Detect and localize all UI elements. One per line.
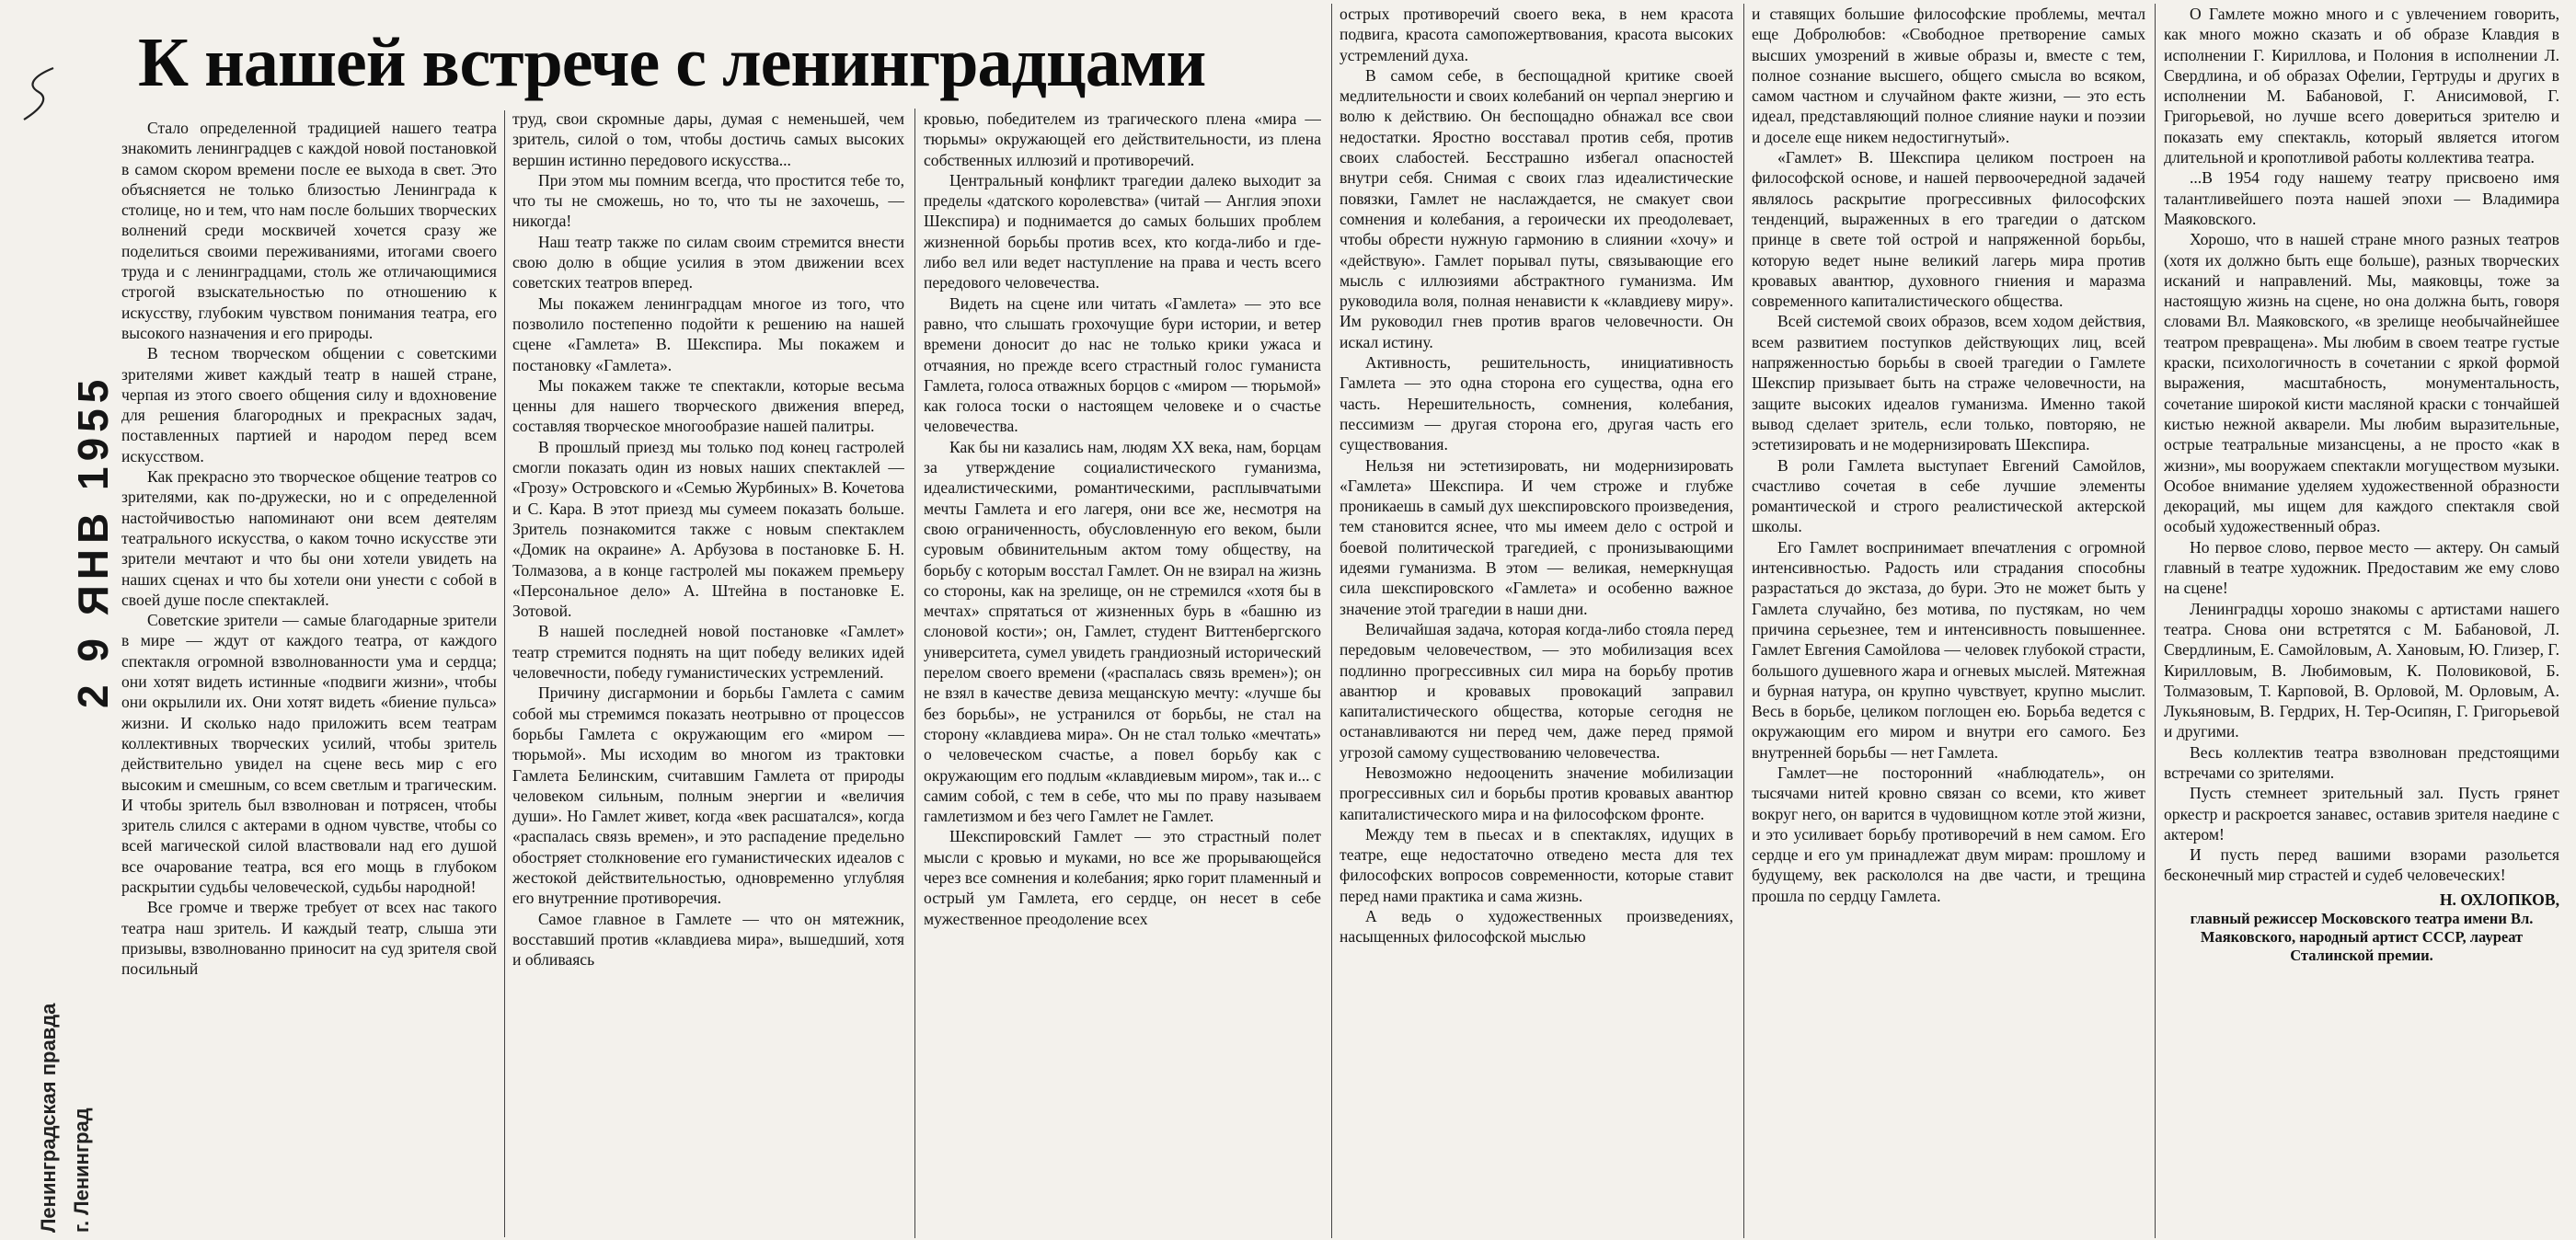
paragraph: В самом себе, в беспощадной критике своей медлительности и своих колебаний он черпал энергию и волю к действию. Он беспощадно обнажал все свои недостатки. Яростно восставал против себя, против своих слабостей. Бесстрашно избегал опасностей внутри себя. Снимая с своих глаз идеалистические повязки, Гамлет не наслаждается, не смакует свои сомнения и колебания, а героически их преодолевает, чтобы обрести нужную гармонию в слиянии «хочу» и «действую». Гамлет порывал путы, связывающие его мысль с иллюзиями абстрактного гуманизма. Им руководила воля, полная ненависти к «клавдиеву миру». Им руководил гнев против врагов человечности. Он искал истину.	[1340, 65, 1733, 351]
archive-stamp-newspaper: Ленинградская правда	[37, 1003, 60, 1233]
archive-stamp-city: г. Ленинград	[70, 1108, 93, 1233]
paragraph: Видеть на сцене или читать «Гамлета» — это все равно, что слышать грохочущие бури истории, и ветер времени доносит до нас не только крики ужаса и отчаяния, но прежде всего страстный голос гуманиста Гамлета, голоса отважных борцов с «миром — тюрьмой» как голоса тоски о настоящем человеке и о счастье человечества.	[924, 293, 1321, 436]
paragraph: Наш театр также по силам своим стремится внести свою долю в общие усилия в этом движении всех советских театров вперед.	[512, 232, 904, 293]
paragraph: Советские зрители — самые благодарные зрители в мире — ждут от каждого театра, от каждого спектакля огромной взволнованности ума и сердца; они хотят видеть истинные «подвиги жизни», чтобы они окрылили их. Они хотят видеть «биение пульса» жизни. И сколько надо приложить всем театрам коллективных творческих усилий, чтобы зритель действительно увидел на сцене весь мир с его высоким и смешным, со всем светлым и трагическим. И чтобы зритель был взволнован и потрясен, чтобы зритель слился с актерами в одном чувстве, чтобы со всей магической силой властвовали над его душой все очарование театра, вся его мощь в глубоком раскрытии судьбы человеческой, судьбы народной!	[121, 611, 497, 896]
column-divider	[2155, 4, 2156, 1238]
paragraph: Стало определенной традицией нашего театра знакомить ленинградцев с каждой новой постановкой в самом скором времени после ее выхода в свет. Это объясняется не только близостью Ленинграда к столице, но и тем, что нам после больших творческих волнений среди москвичей хочется сразу же поделиться своими переживаниями, итогами своего труда и с ленинградцами, столь же отличающимися строгой взыскательностью по отношению к искусству, глубоким чувством понимания театра, его высокого назначения и его природы.	[121, 119, 497, 342]
paragraph: В роли Гамлета выступает Евгений Самойлов, счастливо сочетая в себе лучшие элементы романтической и строго реалистической актерской школы.	[1752, 455, 2145, 536]
paragraph: Величайшая задача, которая когда-либо стояла перед передовым человечеством, — это мобилизация всех подлинно прогрессивных сил мира на борьбу против авантюр и кровавых провокаций заправил капиталистического общества, которые сегодня не останавливаются ни перед чем, даже перед прямой угрозой самому существованию человечества.	[1340, 619, 1733, 762]
paragraph: Как бы ни казались нам, людям XX века, нам, борцам за утверждение социалистического гуманизма, идеалистическими, романтическими, расплывчатыми мечты Гамлета и его лагеря, они все же, несмотря на свою ограниченность, обусловленную его веком, были суровым обвинительным актом тому обществу, на борьбу с которым восстал Гамлет. Он не взирал на жизнь со стороны, как на зрелище, он не стремился «хотя бы в мечтах» спрятаться от жизненных бурь в «башню из слоновой кости»; он, Гамлет, студент Виттенбергского университета, сумел увидеть грандиозный исторический перелом своего времени («распалась связь времен»); он не взял в качестве девиза мещанскую мечту: «лучше бы без борьбы», не устранился от борьбы, не стал на сторону «клавдиева мира». Он не стал только «мечтать» о человеческом счастье, а повел борьбу как с окружающим его подлым «клавдиевым миром», так и... с самим собой, с тем в себе, что мы по праву называем гамлетизмом и без чего Гамлет не Гамлет.	[924, 437, 1321, 826]
article-column-5	[1752, 4, 2145, 1238]
paragraph: и ставящих большие философские проблемы, мечтал еще Добролюбов: «Свободное претворение самых высших умозрений в живые образы и, вместе с тем, полное сознание высшего, общего смысла во всяком, самом частном и случайном факте жизни, — это есть идеал, представляющий полное слияние науки и поэзии и доселе еще никем недостигнутый».	[1752, 5, 2145, 146]
paragraph: Как прекрасно это творческое общение театров со зрителями, как по-дружески, но и с определенной настойчивостью напоминают они всем деятелям театрального искусства, о каком точно искусстве эти зрители мечтают и что бы они хотели увидеть на наших сценах и что бы хотели они унести с собой в своей душе после спектаклей.	[121, 467, 497, 609]
column-divider	[914, 109, 915, 1238]
pen-mark-icon	[17, 64, 63, 129]
paragraph: Хорошо, что в нашей стране много разных театров (хотя их должно быть еще больше), разных творческих исканий и направлений. Мы, маяковцы, тоже за настоящую жизнь на сцене, но она должна быть, говоря словами Вл. Маяковского, «в зрелище необычайнейшее театром превращена». Мы любим в своем театре густые краски, психологичность в сочетании с яркой формой выражения, масштабность, монументальность, сочетание широкой кисти масляной краски с тончайшей кистью нежной акварели. Мы любим выразительные, острые театральные мизансцены, а не просто «как в жизни», мы вооружаем спектакли могуществом музыки. Особое внимание уделяем художественной образности декораций, мы ищем для каждого спектакля свой особый художественный образ.	[2164, 230, 2559, 536]
paragraph: Центральный конфликт трагедии далеко выходит за пределы «датского королевства» (читай — Англия эпохи Шекспира) и поднимается до самых больших проблем жизненной борьбы против всех, кто когда-либо и где-либо вел или ведет наступление на права и честь всего передового человечества.	[924, 170, 1321, 293]
paragraph: При этом мы помним всегда, что простится тебе то, что ты не сможешь, но то, что ты не захочешь, — никогда!	[512, 170, 904, 231]
paragraph: Все громче и тверже требует от всех нас такого театра наш зритель. И каждый театр, слыша эти призывы, взволнованно приносит на суд зрителя свой посильный	[121, 898, 497, 979]
paragraph: Нельзя ни эстетизировать, ни модернизировать «Гамлета» Шекспира. И чем строже и глубже проникаешь в самый дух шекспировского произведения, тем становится яснее, что мы имеем дело с острой и боевой политической трагедией, с пронизывающими идеями гуманизма. В этом — великая, немеркнущая сила шекспировского «Гамлета» и особенно важное значение этой трагедии в наши дни.	[1340, 455, 1733, 618]
paragraph: Между тем в пьесах и в спектаклях, идущих в театре, еще недостаточно отведено места для тех философских вопросов современности, которые ставит перед нами практика и сама жизнь.	[1340, 824, 1733, 905]
paragraph: Мы покажем ленинградцам многое из того, что позволило постепенно подойти к решению на нашей сцене «Гамлета» В. Шекспира. Мы покажем и постановку «Гамлета».	[512, 293, 904, 374]
paragraph: ...В 1954 году нашему театру присвоено имя талантливейшего поэта нашей эпохи — Владимира Маяковского.	[2164, 168, 2559, 228]
paragraph: В прошлый приезд мы только под конец гастролей смогли показать один из новых наших спектаклей — «Грозу» Островского и «Семью Журбиных» В. Кочетова и С. Кара. В этот приезд мы сумеем показать больше. Зритель познакомится также с новым спектаклем «Домик на окраине» А. Арбузова в постановке Б. Н. Толмазова, а в конце гастролей мы покажем премьеру «Персональное дело» А. Штейна в постановке Е. Зотовой.	[512, 437, 904, 621]
paragraph: Шекспировский Гамлет — это страстный полет мысли с кровью и муками, но все же прорывающейся через все сомнения и колебания; ярко горит пламенный и острый ум Гамлета, его сердце, он несет в себе мужественное преодоление всех	[924, 827, 1321, 928]
paragraph: Ленинградцы хорошо знакомы с артистами нашего театра. Снова они встретятся с М. Бабановой, Л. Свердлиным, Е. Самойловым, А. Хановым, Ю. Глизер, Г. Кирилловым, В. Любимовым, К. Половиковой, Б. Толмазовым, Т. Карповой, В. Орловой, М. Орловым, А. Лукьяновым, В. Гердрих, Н. Тер-Осипян, Г. Григорьевой и другими.	[2164, 599, 2559, 741]
article-column-2	[512, 109, 904, 1238]
paragraph: Активность, решительность, инициативность Гамлета — это одна сторона его существа, одна его часть. Нерешительность, сомнения, колебания, пессимизм — другая сторона его, другая часть его существования.	[1340, 353, 1733, 454]
paragraph: Гамлет—не посторонний «наблюдатель», он тысячами нитей кровно связан со всеми, кто живет вокруг него, он варится в чудовищном котле этой жизни, и это усиливает борьбу противоречий в нем самом. Его сердце и его ум принадлежат двум мирам: прошлому и будущему, век раскололся на две части, и трещина прошла по сердцу Гамлета.	[1752, 763, 2145, 905]
paragraph: кровью, победителем из трагического плена «мира — тюрьмы» окружающей его действительности, из плена собственных иллюзий и противоречий.	[924, 109, 1321, 169]
article-column-4	[1340, 4, 1733, 1238]
paragraph: О Гамлете можно много и с увлечением говорить, как много можно сказать и об образе Клавдия в исполнении Г. Кириллова, и Полония в исполнении Л. Свердлина, и об образах Офелии, Гертруды и других в исполнении М. Бабановой, Г. Анисимовой, Г. Григорьевой, но лучше всего довериться зрителю и показать ему спектакль, который является итогом длительной и кропотливой работы коллектива театра.	[2164, 5, 2559, 167]
paragraph: Мы покажем также те спектакли, которые весьма ценны для нашего творческого движения вперед, составляя творческое многообразие нашей палитры.	[512, 375, 904, 436]
paragraph: В тесном творческом общении с советскими зрителями живет каждый театр в нашей стране, черпая из этого своего общения силу и вдохновение для решения благородных и прекрасных задач, поставленных партией и народом перед всем искусством.	[121, 344, 497, 465]
article-headline: К нашей встрече с ленинградцами	[138, 24, 1206, 101]
paragraph: острых противоречий своего века, в нем красота подвига, красота самопожертвования, красота высоких устремлений духа.	[1340, 5, 1733, 64]
archive-stamp-date: 2 9 ЯНВ 1955	[69, 373, 117, 708]
author-signature: Н. ОХЛОПКОВ,	[2439, 890, 2559, 909]
paragraph: В нашей последней новой постановке «Гамлет» театр стремится поднять на щит победу великих идей человечности, победу гуманистических устремлений.	[512, 622, 904, 683]
article-column-3	[924, 109, 1321, 1238]
column-divider	[1331, 4, 1332, 1238]
paragraph: Невозможно недооценить значение мобилизации прогрессивных сил и борьбы против кровавых авантюр капиталистического мира и на философском фронте.	[1340, 763, 1733, 823]
paragraph: Его Гамлет воспринимает впечатления с огромной интенсивностью. Радость или страдания способны разрастаться до экстаза, до бури. Это не может быть у Гамлета случайно, без мотива, по пустякам, но чем причина серьезнее, тем и интенсивность повышеннее. Гамлет Евгения Самойлова — человек глубокой страсти, большого душевного жара и огневых мыслей. Мятежная и бурная натура, он крупно чувствует, крупно мыслит. Весь в борьбе, целиком поглощен ею. Борьба ведется с окружающим его миром и внутри его самого. Без внутренней борьбы — нет Гамлета.	[1752, 537, 2145, 762]
article-column-1	[121, 118, 497, 1235]
paragraph: труд, свои скромные дары, думая с неменьшей, чем зритель, силой о том, чтобы достичь самых высоких вершин истинно передового искусства...	[512, 109, 904, 169]
paragraph: Но первое слово, первое место — актеру. Он самый главный в театре художник. Предоставим же ему слово на сцене!	[2164, 537, 2559, 598]
column-divider	[1743, 4, 1744, 1238]
paragraph: «Гамлет» В. Шекспира целиком построен на философской основе, и нашей первоочередной задачей являлось раскрытие прогрессивных философских тенденций, выраженных в его трагедии о датском принце в свете той острой и напряженной борьбы, которую ведет ныне великий лагерь мира против кровавых авантюр, духовного гниения и маразма современного капиталистического общества.	[1752, 148, 2145, 311]
paragraph: Самое главное в Гамлете — что он мятежник, восставший против «клавдиева мира», вышедший, хотя и обливаясь	[512, 909, 904, 970]
column-divider	[504, 110, 505, 1237]
paragraph: Пусть стемнеет зрительный зал. Пусть грянет оркестр и раскроется занавес, оставив зрителя наедине с актером!	[2164, 784, 2559, 844]
paragraph: Всей системой своих образов, всем ходом действия, всем развитием поступков действующих лиц, всей напряженностью борьбы в своей трагедии о Гамлете Шекспир призывает быть на страже человечности, на защите высоких идеалов гуманизма. Именно такой вывод сделает зритель, если только, повторяю, не эстетизировать и не модернизировать Шекспира.	[1752, 312, 2145, 454]
paragraph: И пусть перед вашими взорами разольется бесконечный мир страстей и судеб человеческих!	[2164, 845, 2559, 885]
author-title: главный режиссер Московского театра имени Вл. Маяковского, народный артист СССР, лауреат Сталинской премии.	[2190, 910, 2534, 965]
article-column-6	[2164, 4, 2559, 1238]
paragraph: Причину дисгармонии и борьбы Гамлета с самим собой мы стремимся показать неотрывно от процессов борьбы Гамлета с окружающим его «миром — тюрьмой». Мы исходим во многом из трактовки Гамлета Белинским, считавшим Гамлета от природы человеком сильным, полным энергии и «величия души». Но Гамлет живет, когда «век расшатался», когда «распалась связь времен», и это распадение предельно обостряет столкновение его гуманистических идеалов с жестокой действительностью, одновременно углубляя его внутренние противоречия.	[512, 683, 904, 908]
paragraph: Весь коллектив театра взволнован предстоящими встречами со зрителями.	[2164, 742, 2559, 782]
paragraph: А ведь о художественных произведениях, насыщенных философской мыслью	[1340, 907, 1733, 947]
